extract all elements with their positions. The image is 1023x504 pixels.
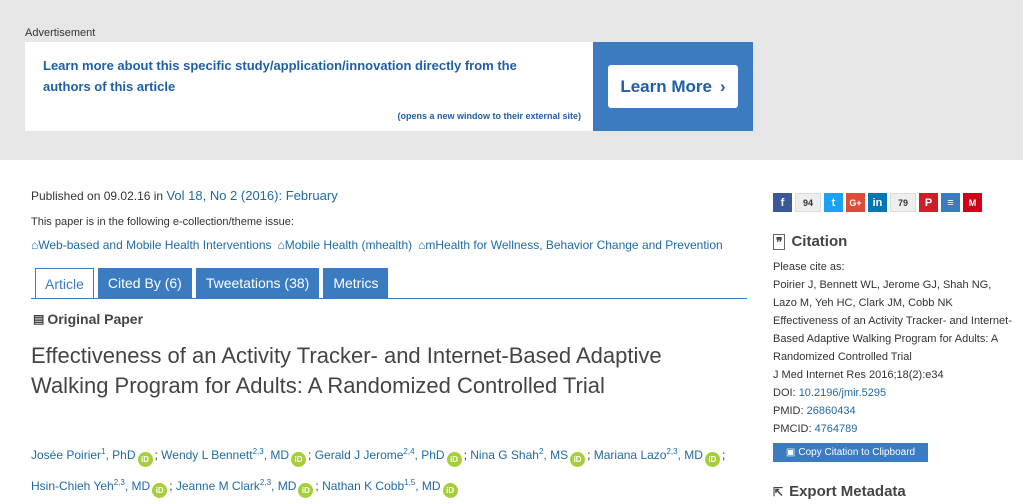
author-link[interactable]: [31, 448, 136, 462]
tag-label: Web-based and Mobile Health Interventions: [38, 238, 272, 252]
pmid-link[interactable]: 26860434: [806, 405, 856, 417]
author-affiliation: 2,3: [259, 478, 272, 487]
clipboard-icon: ▣: [785, 447, 796, 458]
tab-tweetations[interactable]: Tweetations (38): [196, 268, 320, 298]
author-affiliation: 2,3: [666, 447, 678, 456]
citation-body: [773, 258, 1018, 438]
please-cite-label: Please cite as:: [773, 261, 845, 273]
author-link[interactable]: [315, 448, 445, 462]
theme-tags: [31, 238, 723, 252]
tag-link[interactable]: [278, 238, 413, 252]
publication-prefix: Published on 09.02.16 in: [31, 189, 164, 203]
citation-icon: ❞: [773, 234, 785, 250]
twitter-icon[interactable]: t: [824, 193, 843, 212]
author-affiliation: 2,3: [252, 447, 264, 456]
orcid-icon[interactable]: iD: [443, 483, 458, 498]
advertisement-band: [0, 0, 1023, 160]
tag-icon: ⌂: [31, 238, 39, 252]
author-name: Nina G Shah: [470, 448, 539, 462]
orcid-icon[interactable]: iD: [705, 452, 720, 467]
linkedin-icon[interactable]: in: [868, 193, 887, 212]
google-plus-icon[interactable]: G+: [846, 193, 865, 212]
copy-citation-button[interactable]: [773, 443, 928, 462]
export-metadata-heading: [773, 483, 906, 500]
author-degree: , MD: [415, 479, 441, 493]
orcid-icon[interactable]: iD: [570, 452, 585, 467]
citation-pmcid: [773, 420, 1018, 438]
author-degree: , PhD: [414, 448, 445, 462]
article-tabs: [35, 268, 388, 299]
author-name: Gerald J Jerome: [314, 448, 404, 462]
tag-label: mHealth for Wellness, Behavior Change and Prevention: [425, 238, 723, 252]
author-name: Hsin-Chieh Yeh: [31, 479, 114, 493]
mendeley-icon[interactable]: M: [963, 193, 982, 212]
author-degree: , MD: [271, 479, 297, 493]
share-list-icon[interactable]: ≡: [941, 193, 960, 212]
advertisement-label: Advertisement: [25, 27, 96, 39]
pmcid-link[interactable]: 4764789: [814, 423, 858, 435]
facebook-count: 94: [795, 193, 821, 212]
advertisement-box[interactable]: [25, 42, 593, 131]
author-name: Josée Poirier: [31, 448, 102, 462]
orcid-icon[interactable]: iD: [447, 452, 462, 467]
tag-link[interactable]: [418, 238, 723, 252]
author-affiliation: 1,5: [404, 478, 416, 487]
tab-divider: [31, 298, 747, 299]
orcid-icon[interactable]: iD: [298, 483, 313, 498]
pinterest-icon[interactable]: P: [919, 193, 938, 212]
author-link[interactable]: [322, 479, 441, 493]
publication-line: [31, 188, 338, 203]
author-degree: , MD: [677, 448, 703, 462]
tag-icon: ⌂: [277, 238, 285, 252]
author-affiliation: 1: [101, 447, 106, 456]
citation-pmid: [773, 402, 1018, 420]
article-title: Effectiveness of an Activity Tracker- and Internet-Based Adaptive Walking Program for Adults: A Randomized Controlled Trial: [31, 343, 662, 398]
citation-doi: [773, 384, 1018, 402]
pmid-label: PMID:: [773, 405, 804, 417]
orcid-icon[interactable]: iD: [291, 452, 306, 467]
export-icon: ⇱: [773, 484, 784, 499]
pmcid-label: PMCID:: [773, 423, 812, 435]
orcid-icon[interactable]: iD: [152, 483, 167, 498]
advertisement-note: (opens a new window to their external site): [397, 111, 581, 121]
citation-heading: [773, 233, 847, 250]
citation-heading-label: Citation: [791, 233, 848, 250]
citation-title: Effectiveness of an Activity Tracker- and Internet-Based Adaptive Walking Program for Adults: A Randomized Controlled Trial: [773, 315, 1012, 363]
author-degree: , MD: [263, 448, 290, 462]
author-list: Josée Poirier$^1$, PhD iD ; Wendy L Bennett$^{2,3}$, MD iD ; Gerald J Jerome$^{2,4}$, PhD iD ; Nina G Shah$^2$, MS iD ; Mariana Lazo$^{2,3}$, MD iD ; Hsin-Chieh Yeh$^{2,3}$, MD iD ; Jeanne M Clark$^{2,3}$, MD iD ; Nathan K Cobb$^{1,5}$, MD iD: [31, 438, 741, 500]
advertisement-text[interactable]: Learn more about this specific study/application/innovation directly from the authors of this article: [43, 58, 517, 94]
document-icon: ▤: [33, 312, 45, 326]
facebook-icon[interactable]: f: [773, 193, 792, 212]
export-metadata-label: Export Metadata: [789, 483, 906, 500]
author-link[interactable]: [176, 479, 297, 493]
tab-article[interactable]: Article: [35, 268, 94, 299]
author-degree: , MD: [124, 479, 151, 493]
tag-link[interactable]: [31, 238, 272, 252]
author-affiliation: 2,4: [403, 447, 415, 456]
author-affiliation: 2: [538, 447, 544, 456]
share-bar: [773, 193, 982, 212]
ecollection-text: This paper is in the following e-collection/theme issue:: [31, 216, 294, 228]
author-name: Wendy L Bennett: [161, 448, 253, 462]
author-link[interactable]: [470, 448, 568, 462]
author-link[interactable]: [31, 479, 150, 493]
tab-metrics[interactable]: Metrics: [323, 268, 388, 298]
chevron-right-icon: ›: [719, 76, 726, 96]
learn-more-label: Learn More: [620, 76, 712, 96]
issue-link[interactable]: Vol 18, No 2 (2016): February: [166, 188, 338, 203]
tab-cited-by[interactable]: Cited By (6): [98, 268, 192, 298]
author-link[interactable]: [161, 448, 289, 462]
citation-authors: Poirier J, Bennett WL, Jerome GJ, Shah NG, Lazo M, Yeh HC, Clark JM, Cobb NK: [773, 279, 992, 309]
tag-icon: ⌂: [418, 238, 426, 252]
orcid-icon[interactable]: iD: [138, 452, 153, 467]
doi-label: DOI:: [773, 387, 796, 399]
doi-link[interactable]: 10.2196/jmir.5295: [798, 387, 887, 399]
copy-citation-label: Copy Citation to Clipboard: [798, 447, 916, 458]
citation-journal: J Med Internet Res 2016;18(2):e34: [773, 369, 944, 381]
paper-type-label: Original Paper: [47, 311, 144, 327]
author-link[interactable]: [594, 448, 703, 462]
linkedin-count: 79: [890, 193, 916, 212]
tag-label: Mobile Health (mhealth): [284, 238, 413, 252]
author-name: Nathan K Cobb: [322, 479, 405, 493]
author-degree: , MS: [543, 448, 569, 462]
learn-more-button[interactable]: [608, 65, 738, 108]
advertisement-cta-panel: [593, 42, 753, 131]
author-name: Mariana Lazo: [593, 448, 667, 462]
author-degree: , PhD: [105, 448, 136, 462]
paper-type: [33, 311, 143, 327]
author-name: Jeanne M Clark: [175, 479, 260, 493]
author-affiliation: 2,3: [113, 478, 125, 487]
